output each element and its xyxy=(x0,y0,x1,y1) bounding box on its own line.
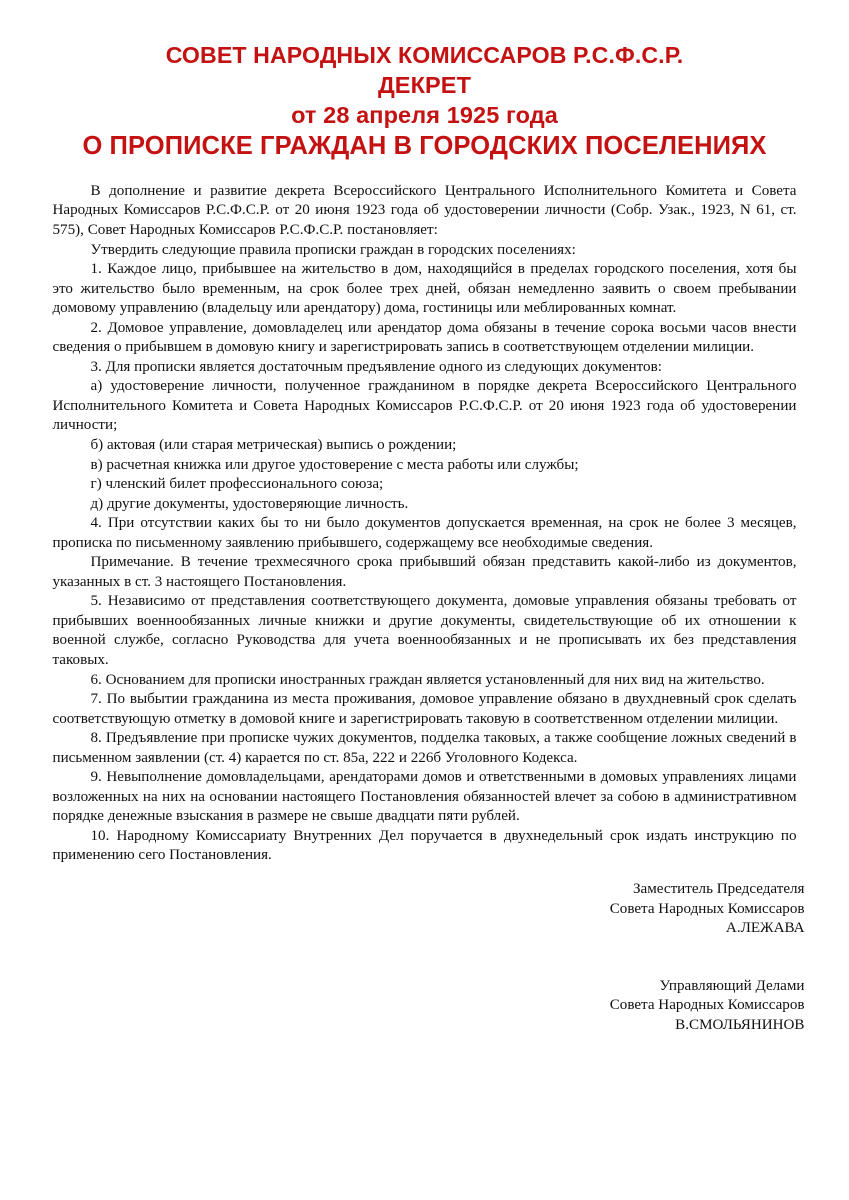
paragraph-preamble: В дополнение и развитие декрета Всероссийского Центрального Исполнительного Комитета и Совета Народных Комиссаров Р.С.Ф.С.Р. от 20 июня 1923 года об удостоверении личности (Собр. Узак., 1923, N 61, ст. 575), Совет Народных Комиссаров Р.С.Ф.С.Р. постановляет: xyxy=(52,182,797,238)
paragraph-clause-1: 1. Каждое лицо, прибывшее на жительство в дом, находящийся в пределах городского поселения, хотя бы это жительство было временным, на срок более трех дней, обязан немедленно заявить о своем пребывании домовому управлению (владельцу или арендатору) дома, гостиницы или меблированных комнат. xyxy=(52,261,797,317)
signature-title-line-2: Совета Народных Комиссаров xyxy=(609,997,805,1014)
paragraph-clause-2: 2. Домовое управление, домовладелец или арендатор дома обязаны в течение сорока восьми часов внести сведения о прибывшем в домовую книгу и зарегистрировать запись в соответствующем отделении милиции. xyxy=(52,319,797,356)
signature-title-line-1: Управляющий Делами xyxy=(659,977,805,994)
document-header xyxy=(0,0,849,163)
document-body xyxy=(53,163,797,866)
paragraph-clause-3-a: а) удостоверение личности, полученное гражданином в порядке декрета Всероссийского Центрального Исполнительного Комитета и Совета Народных Комиссаров Р.С.Ф.С.Р. от 20 июня 1923 года об удостоверении личности; xyxy=(52,378,797,434)
paragraph-clause-8: 8. Предъявление при прописке чужих документов, подделка таковых, а также сообщение ложных сведений в письменном заявлении (ст. 4) карается по ст. 85а, 222 и 226б Уголовного Кодекса. xyxy=(52,730,797,766)
signature-title-line-1: Заместитель Председателя xyxy=(632,881,805,897)
paragraph-clause-4: 4. При отсутствии каких бы то ни было документов допускается временная, на срок не более 3 месяцев, прописка по письменному заявлению прибывшего, содержащему все необходимые сведения. xyxy=(52,515,797,551)
header-line-doctype: ДЕКРЕТ xyxy=(377,72,472,99)
signature-area xyxy=(45,866,805,1035)
paragraph-clause-3-v: в) расчетная книжка или другое удостоверение с места работы или службы; xyxy=(90,456,579,473)
paragraph-clause-10: 10. Народному Комиссариату Внутренних Дел поручается в двухнедельный срок издать инструкцию по применению сего Постановления. xyxy=(52,827,797,864)
header-line-organization: СОВЕТ НАРОДНЫХ КОМИССАРОВ Р.С.Ф.С.Р. xyxy=(165,42,684,68)
paragraph-clause-9: 9. Невыполнение домовладельцами, арендаторами домов и ответственными в домовых управлениях лицами возложенных на них на основании настоящего Постановления обязанностей влечет за собою в административном порядке денежные взыскания в размере не свыше двадцати пяти рублей. xyxy=(52,769,797,825)
header-line-subject: О ПРОПИСКЕ ГРАЖДАН В ГОРОДСКИХ ПОСЕЛЕНИЯХ xyxy=(82,132,767,161)
paragraph-clause-3-b: б) актовая (или старая метрическая) выпись о рождении; xyxy=(90,436,457,453)
signature-block-affairs-manager xyxy=(45,977,805,1036)
signature-block-deputy-chairman xyxy=(45,880,805,939)
signature-name: В.СМОЛЬЯНИНОВ xyxy=(675,1016,805,1033)
paragraph-clause-3: 3. Для прописки является достаточным предъявление одного из следующих документов: xyxy=(90,358,662,375)
paragraph-resolution-intro: Утвердить следующие правила прописки граждан в городских поселениях: xyxy=(90,241,576,258)
paragraph-clause-3-g: г) членский билет профессионального союза; xyxy=(90,476,384,493)
paragraph-clause-5: 5. Независимо от представления соответствующего документа, домовые управления обязаны требовать от прибывших военнообязанных личные книжки и другие документы, свидетельствующие об их отношении к военной службе, согласно Руководства для учета военнообязанных и не прописывать их без представления таковых. xyxy=(52,593,797,668)
paragraph-clause-7: 7. По выбытии гражданина из места проживания, домовое управление обязано в двухдневный срок сделать соответствующую отметку в домовой книге и зарегистрировать таковую в соответственном отделении милиции. xyxy=(52,691,797,727)
paragraph-clause-6: 6. Основанием для прописки иностранных граждан является установленный для них вид на жительство. xyxy=(90,671,765,688)
signature-name: А.ЛЕЖАВА xyxy=(725,920,805,937)
signature-title-line-2: Совета Народных Комиссаров xyxy=(609,900,805,917)
header-line-date: от 28 апреля 1925 года xyxy=(291,102,558,129)
paragraph-clause-3-d: д) другие документы, удостоверяющие личность. xyxy=(90,495,409,512)
paragraph-note: Примечание. В течение трехмесячного срока прибывший обязан представить какой-либо из документов, указанных в ст. 3 настоящего Постановления. xyxy=(52,554,797,590)
